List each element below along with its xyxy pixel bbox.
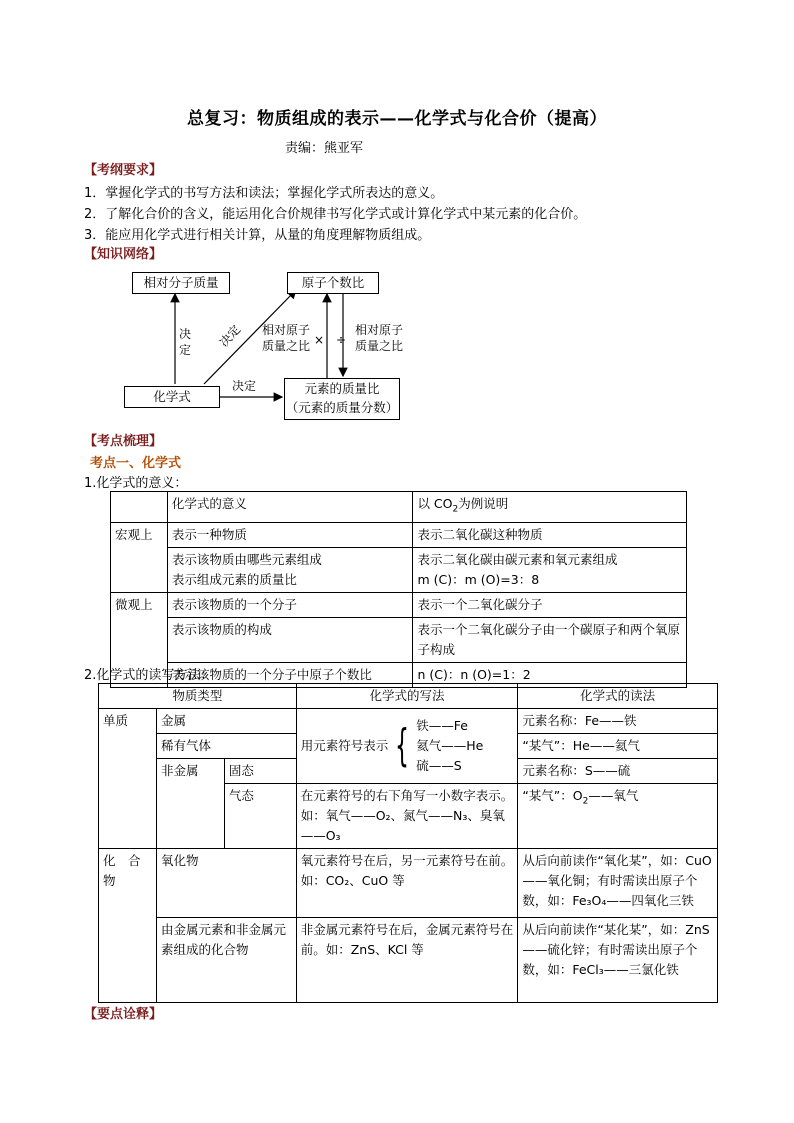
nonmetal-cell: 非金属 (156, 759, 224, 849)
label-decide-diagonal: 决定 (216, 322, 244, 350)
read-metal-cell: 元素名称：Fe——铁 (518, 709, 718, 734)
example-cell: 表示二氧化碳这种物质 (413, 522, 687, 547)
write-col-header: 化学式的写法 (296, 684, 518, 709)
syllabus-item-2: 2．了解化合价的含义，能运用化合价规律书写化学式或计算化学式中某元素的化合价。 (84, 207, 587, 222)
s-example: 硫——S (416, 758, 462, 773)
box-formula: 化学式 (124, 386, 220, 408)
table-row (99, 849, 718, 918)
compound-label: 化 合 物 (99, 849, 157, 1003)
oxide-cell: 氧化物 (156, 849, 296, 918)
gas-cell: 气态 (224, 784, 296, 849)
he-example: 氦气——He (416, 738, 484, 753)
table-row (111, 547, 687, 592)
micro-label: 微观上 (111, 592, 168, 687)
table-row (99, 918, 718, 1003)
mass-ratio-line1: 元素的质量比 (304, 381, 380, 396)
symbol-write-cell: 用元素符号表示 { 铁——Fe 氦气——He 硫——S (296, 709, 518, 784)
example-cell: 表示一个二氧化碳分子由一个碳原子和两个氧原子构成 (413, 617, 687, 662)
type-col-header: 物质类型 (99, 684, 297, 709)
table-row (111, 522, 687, 547)
knowledge-diagram (110, 266, 430, 426)
label-divide-relative: 相对原子 质量之比 (354, 323, 403, 353)
label-decide-horizontal: 决定 (232, 379, 257, 393)
label-decide-vertical: 决 定 (178, 327, 191, 357)
syllabus-item-1: 1．掌握化学式的书写方法和读法；掌握化学式所表达的意义。 (84, 186, 444, 201)
macro-label: 宏观上 (111, 522, 168, 592)
example-cell: 表示一个二氧化碳分子 (413, 592, 687, 617)
meaning-col-header: 化学式的意义 (167, 492, 413, 523)
read-write-table (98, 683, 718, 1003)
label-times-relative: 相对原子 质量之比 (261, 323, 310, 353)
rare-gas-cell: 稀有气体 (156, 734, 296, 759)
meaning-cell: 表示一种物质 (167, 522, 413, 547)
page-title: 总复习：物质组成的表示——化学式与化合价（提高） (187, 109, 607, 129)
read-solid-cell: 元素名称：S——硫 (518, 759, 718, 784)
box-relative-mass: 相对分子质量 (132, 272, 230, 294)
read-col-header: 化学式的读法 (518, 684, 718, 709)
solid-cell: 固态 (224, 759, 296, 784)
section-network: 【知识网络】 (84, 247, 163, 262)
syllabus-item-3: 3．能应用化学式进行相关计算，从量的角度理解物质组成。 (84, 228, 431, 243)
section-review: 【考点梳理】 (84, 434, 163, 449)
meaning-heading: 1.化学式的意义： (84, 476, 188, 491)
table-row (111, 592, 687, 617)
table-row (111, 492, 687, 523)
metal-cell: 金属 (156, 709, 296, 734)
example-cell: n (C)：n (O)=1：2 (413, 662, 687, 687)
example-cell: 表示二氧化碳由碳元素和氧元素组成 m (C)：m (O)=3：8 (413, 547, 687, 592)
brace-icon: { (395, 720, 410, 771)
table-row (111, 617, 687, 662)
example-col-header: 以 $CO_2$为例说明 (413, 492, 687, 523)
gas-write-cell: 在元素符号的右下角写一小数字表示。如：氧气——O₂、氮气——N₃、臭氧——O₃ (296, 784, 518, 849)
read-rare-cell: “某气”：He——氦气 (518, 734, 718, 759)
metal-nonmetal-cell: 由金属元素和非金属元素组成的化合物 (156, 918, 296, 1003)
mn-read-cell: 从后向前读作“某化某”，如：ZnS——硫化锌；有时需读出原子个数，如：FeCl₃——三氯化铁 (518, 918, 718, 1003)
meaning-cell: 表示该物质的构成 (167, 617, 413, 662)
meaning-cell: 表示该物质的一个分子 (167, 592, 413, 617)
oxide-read-cell: 从后向前读作“氧化某”，如：CuO——氧化铜；有时需读出原子个数，如：Fe₃O₄——四氧化三铁 (518, 849, 718, 918)
meaning-cell: 表示该物质由哪些元素组成 表示组成元素的质量比 (167, 547, 413, 592)
divide-sign: ÷ (336, 333, 347, 347)
box-mass-ratio (284, 378, 400, 420)
oxide-write-cell: 氧元素符号在后，另一元素符号在前。如：CO₂、CuO 等 (296, 849, 518, 918)
read-gas-cell: “某气”：$O_2——$氧气 (518, 784, 718, 849)
table-row (99, 709, 718, 734)
mass-ratio-line2: （元素的质量分数） (285, 400, 399, 415)
section-notes: 【要点诠释】 (84, 1007, 163, 1022)
times-sign: × (314, 333, 325, 347)
fe-example: 铁——Fe (416, 718, 468, 733)
editor-line: 责编：熊亚军 (285, 141, 364, 156)
table-row (99, 684, 718, 709)
meaning-table (110, 491, 687, 688)
box-atom-ratio: 原子个数比 (287, 272, 379, 294)
section-syllabus: 【考纲要求】 (84, 163, 163, 178)
meaning-cell: 表示该物质的一个分子中原子个数比 (167, 662, 413, 687)
point-1-heading: 考点一、化学式 (90, 456, 182, 471)
simple-label: 单质 (99, 709, 157, 849)
mn-write-cell: 非金属元素符号在后，金属元素符号在前。如：ZnS、KCl 等 (296, 918, 518, 1003)
rw-heading: 2.化学式的读写方法： (84, 668, 214, 683)
